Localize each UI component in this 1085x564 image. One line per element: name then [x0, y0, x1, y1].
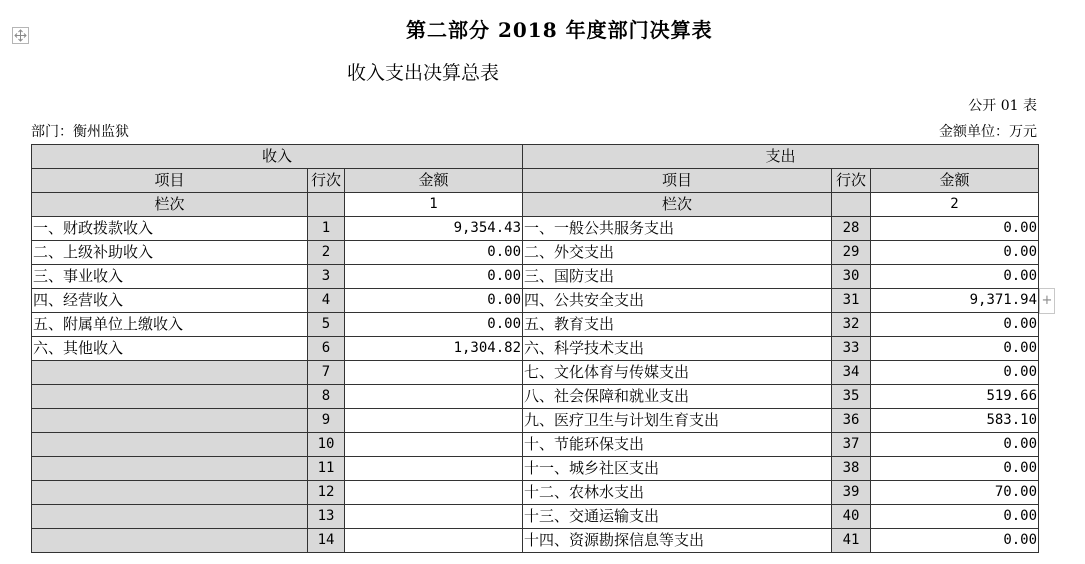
expense-amount-cell: 0.00: [871, 337, 1039, 361]
table-row: [32, 361, 1039, 385]
income-row-no-header: 行次: [308, 169, 345, 193]
table-title: 收入支出决算总表: [347, 62, 500, 84]
income-row-no-cell: 2: [308, 241, 345, 265]
table-row: [32, 385, 1039, 409]
income-item-cell: 三、事业收入: [32, 265, 308, 289]
table-row: [32, 265, 1039, 289]
document-title: 第二部分 2018 年度部门决算表: [406, 18, 713, 42]
income-item-cell: 二、上级补助收入: [32, 241, 308, 265]
income-amount-cell: [345, 433, 523, 457]
income-item-header: 项目: [32, 169, 308, 193]
table-header-row-group: [32, 145, 1039, 169]
table-row: [32, 217, 1039, 241]
table-row: [32, 289, 1039, 313]
expense-item-cell: 六、科学技术支出: [523, 337, 832, 361]
income-row-no-cell: 7: [308, 361, 345, 385]
income-col-blank: [308, 193, 345, 217]
expense-row-no-header: 行次: [832, 169, 871, 193]
income-item-cell: [32, 409, 308, 433]
income-row-no-cell: 4: [308, 289, 345, 313]
table-row: [32, 481, 1039, 505]
expense-item-cell: 十四、资源勘探信息等支出: [523, 529, 832, 553]
income-item-cell: [32, 433, 308, 457]
expense-amount-cell: 583.10: [871, 409, 1039, 433]
expense-amount-cell: 0.00: [871, 361, 1039, 385]
income-row-no-cell: 10: [308, 433, 345, 457]
income-header: 收入: [32, 145, 523, 169]
income-col-index: 1: [345, 193, 523, 217]
income-amount-cell: 0.00: [345, 241, 523, 265]
income-expense-table: [31, 144, 1039, 553]
table-move-handle-icon[interactable]: [12, 27, 29, 44]
expense-col-label: 栏次: [523, 193, 832, 217]
expense-amount-cell: 519.66: [871, 385, 1039, 409]
expense-item-cell: 五、教育支出: [523, 313, 832, 337]
table-row: [32, 337, 1039, 361]
expense-item-cell: 十、节能环保支出: [523, 433, 832, 457]
expense-col-index: 2: [871, 193, 1039, 217]
income-row-no-cell: 13: [308, 505, 345, 529]
expense-row-no-cell: 39: [832, 481, 871, 505]
income-row-no-cell: 1: [308, 217, 345, 241]
expense-amount-cell: 70.00: [871, 481, 1039, 505]
income-amount-cell: [345, 385, 523, 409]
expense-row-no-cell: 33: [832, 337, 871, 361]
expense-item-cell: 十二、农林水支出: [523, 481, 832, 505]
income-amount-cell: [345, 409, 523, 433]
income-item-cell: [32, 481, 308, 505]
income-item-cell: [32, 457, 308, 481]
expense-amount-cell: 0.00: [871, 265, 1039, 289]
income-item-cell: 六、其他收入: [32, 337, 308, 361]
income-amount-cell: 9,354.43: [345, 217, 523, 241]
expense-row-no-cell: 41: [832, 529, 871, 553]
income-row-no-cell: 5: [308, 313, 345, 337]
expense-item-cell: 十三、交通运输支出: [523, 505, 832, 529]
expense-item-cell: 一、一般公共服务支出: [523, 217, 832, 241]
income-amount-cell: [345, 481, 523, 505]
department-label: 部门：衡州监狱: [31, 124, 129, 140]
income-item-cell: [32, 385, 308, 409]
expense-amount-cell: 9,371.94: [871, 289, 1039, 313]
expense-item-header: 项目: [523, 169, 832, 193]
table-row: [32, 505, 1039, 529]
expense-item-cell: 九、医疗卫生与计划生育支出: [523, 409, 832, 433]
expense-row-no-cell: 28: [832, 217, 871, 241]
expense-item-cell: 四、公共安全支出: [523, 289, 832, 313]
expense-amount-cell: 0.00: [871, 241, 1039, 265]
expense-amount-header: 金额: [871, 169, 1039, 193]
income-row-no-cell: 11: [308, 457, 345, 481]
income-row-no-cell: 6: [308, 337, 345, 361]
expense-row-no-cell: 38: [832, 457, 871, 481]
income-item-cell: 四、经营收入: [32, 289, 308, 313]
expense-amount-cell: 0.00: [871, 217, 1039, 241]
table-row: [32, 433, 1039, 457]
income-item-cell: [32, 361, 308, 385]
income-amount-cell: [345, 361, 523, 385]
expense-amount-cell: 0.00: [871, 313, 1039, 337]
amount-unit-label: 金额单位：万元: [939, 124, 1037, 140]
income-amount-cell: 0.00: [345, 265, 523, 289]
expense-row-no-cell: 34: [832, 361, 871, 385]
income-amount-cell: 1,304.82: [345, 337, 523, 361]
income-item-cell: 五、附属单位上缴收入: [32, 313, 308, 337]
expense-row-no-cell: 36: [832, 409, 871, 433]
expense-item-cell: 三、国防支出: [523, 265, 832, 289]
expense-header: 支出: [523, 145, 1039, 169]
table-row: [32, 457, 1039, 481]
expense-item-cell: 八、社会保障和就业支出: [523, 385, 832, 409]
table-row: [32, 241, 1039, 265]
income-item-cell: [32, 505, 308, 529]
expense-amount-cell: 0.00: [871, 433, 1039, 457]
expense-row-no-cell: 30: [832, 265, 871, 289]
income-col-label: 栏次: [32, 193, 308, 217]
form-number: 公开 01 表: [968, 98, 1037, 114]
expense-row-no-cell: 29: [832, 241, 871, 265]
expense-row-no-cell: 40: [832, 505, 871, 529]
income-amount-header: 金额: [345, 169, 523, 193]
table-header-row-column-index: [32, 193, 1039, 217]
table-row: [32, 529, 1039, 553]
table-row: [32, 409, 1039, 433]
add-column-icon[interactable]: +: [1039, 288, 1055, 314]
expense-item-cell: 十一、城乡社区支出: [523, 457, 832, 481]
income-row-no-cell: 9: [308, 409, 345, 433]
expense-item-cell: 二、外交支出: [523, 241, 832, 265]
table-row: [32, 313, 1039, 337]
income-row-no-cell: 12: [308, 481, 345, 505]
income-amount-cell: 0.00: [345, 313, 523, 337]
income-row-no-cell: 3: [308, 265, 345, 289]
expense-row-no-cell: 32: [832, 313, 871, 337]
expense-col-blank: [832, 193, 871, 217]
income-amount-cell: [345, 529, 523, 553]
expense-amount-cell: 0.00: [871, 457, 1039, 481]
table-header-row-columns: [32, 169, 1039, 193]
income-row-no-cell: 14: [308, 529, 345, 553]
expense-row-no-cell: 37: [832, 433, 871, 457]
expense-amount-cell: 0.00: [871, 529, 1039, 553]
income-item-cell: 一、财政拨款收入: [32, 217, 308, 241]
income-item-cell: [32, 529, 308, 553]
income-amount-cell: 0.00: [345, 289, 523, 313]
income-amount-cell: [345, 457, 523, 481]
expense-row-no-cell: 35: [832, 385, 871, 409]
income-row-no-cell: 8: [308, 385, 345, 409]
expense-amount-cell: 0.00: [871, 505, 1039, 529]
income-amount-cell: [345, 505, 523, 529]
expense-row-no-cell: 31: [832, 289, 871, 313]
expense-item-cell: 七、文化体育与传媒支出: [523, 361, 832, 385]
